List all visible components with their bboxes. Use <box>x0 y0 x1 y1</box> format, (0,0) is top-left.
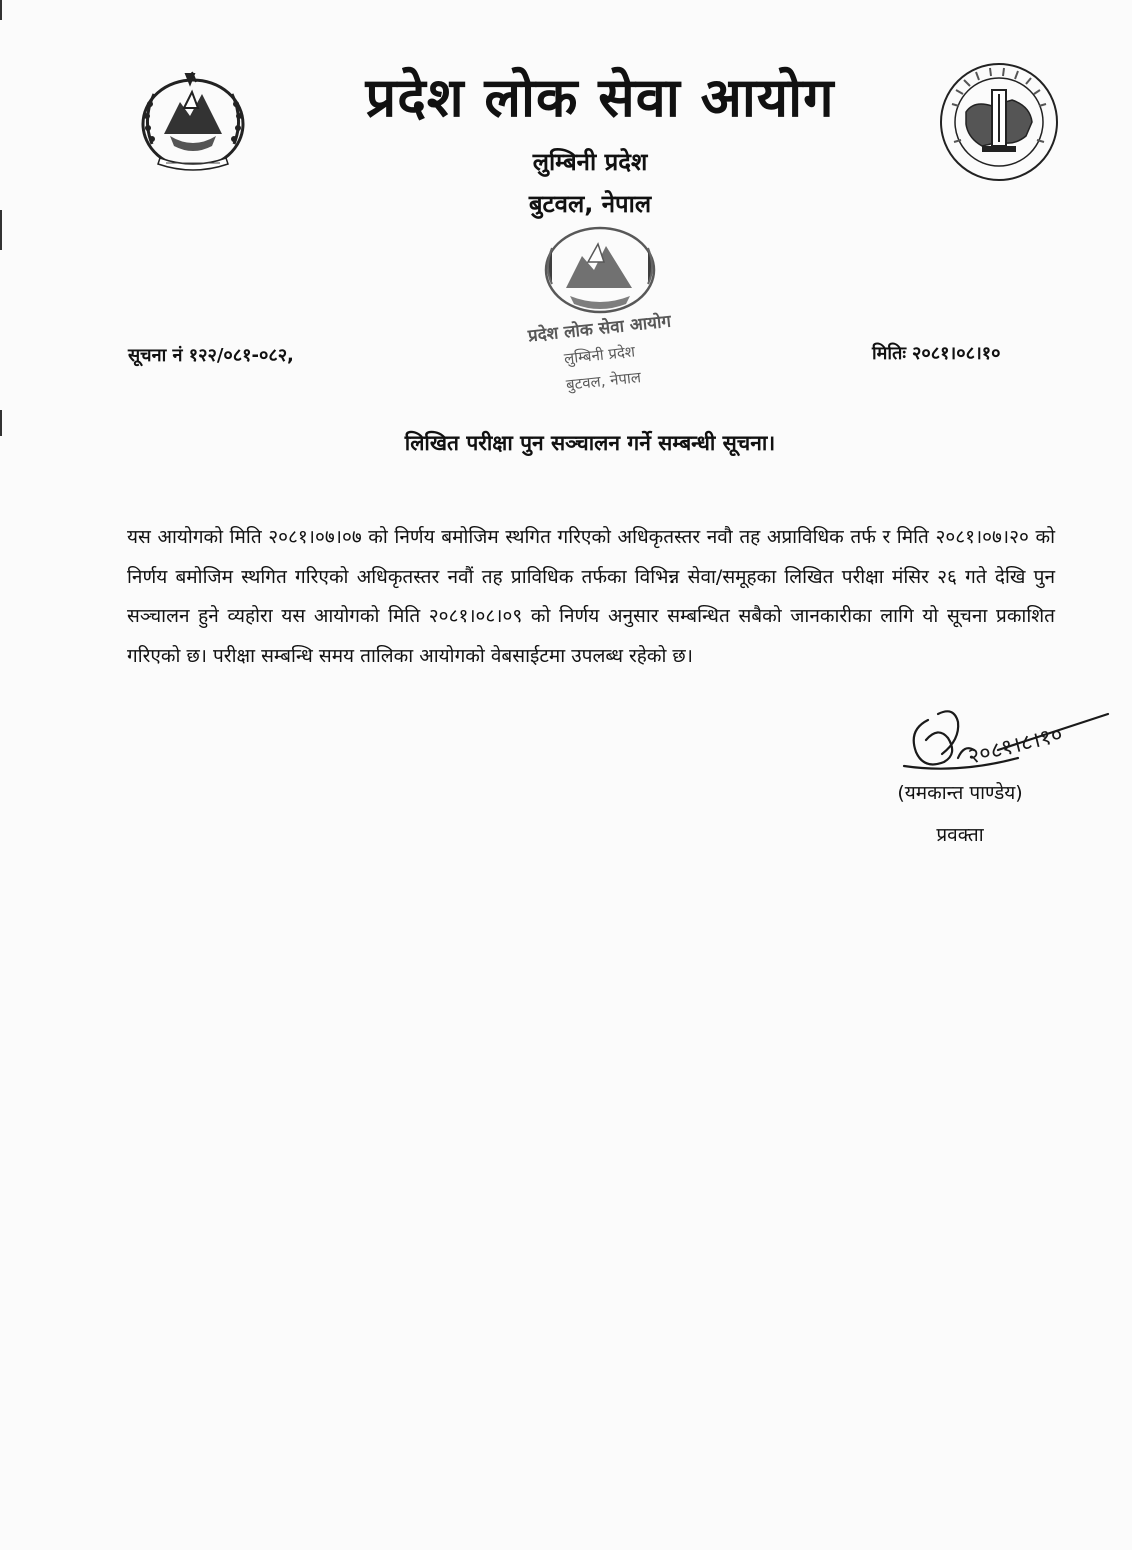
handwritten-signature <box>898 700 1118 790</box>
commission-seal-logo <box>934 60 1064 185</box>
province-name: लुम्बिनी प्रदेश <box>532 148 648 176</box>
notice-subject: लिखित परीक्षा पुन सञ्चालन गर्ने सम्बन्धी सूचना। <box>404 431 776 455</box>
stamp-line2: लुम्बिनी प्रदेश <box>563 342 636 368</box>
signature-date: २०८१।८।१० <box>965 722 1066 770</box>
city-address: बुटवल, नेपाल <box>528 190 652 218</box>
signatory-designation: प्रवक्ता <box>936 824 984 846</box>
date-value: २०८१।०८।१० <box>911 343 1001 364</box>
scan-edge-mark <box>0 410 2 436</box>
stamp-line3: बुटवल, नेपाल <box>565 368 642 394</box>
stamp-line1: प्रदेश लोक सेवा आयोग <box>527 311 672 347</box>
signatory-name: (यमकान्त पाण्डेय) <box>897 782 1023 804</box>
date-label: मितिः <box>872 343 906 364</box>
scan-edge-mark <box>0 0 2 20</box>
nepal-emblem-logo <box>132 64 254 176</box>
notice-number: सूचना नं १२२/०८१-०८२, <box>128 345 294 366</box>
scan-edge-mark <box>0 210 2 250</box>
notice-body: यस आयोगको मिति २०८१।०७।०७ को निर्णय बमोजिम स्थगित गरिएको अधिकृतस्तर नवौ तह अप्राविधिक तर्फ र मिति २०८१।०७।२० को निर्णय बमोजिम स्थगित गरिएको अधिकृतस्तर नवौं तह प्राविधिक तर्फका विभिन्न सेवा/समूहका लिखित परीक्षा मंसिर २६ गते देखि पुन सञ्चालन हुने व्यहोरा यस आयोगको मिति २०८१।०८।०९ को निर्णय अनुसार सम्बन्धित सबैको जानकारीका लागि यो सूचना प्रकाशित गरिएको छ। परीक्षा सम्बन्धि समय तालिका आयोगको वेबसाईटमा उपलब्ध रहेको छ। <box>127 526 1055 667</box>
office-stamp <box>500 222 700 402</box>
notice-date <box>872 341 1001 367</box>
organization-name: प्रदेश लोक सेवा आयोग <box>365 66 835 129</box>
